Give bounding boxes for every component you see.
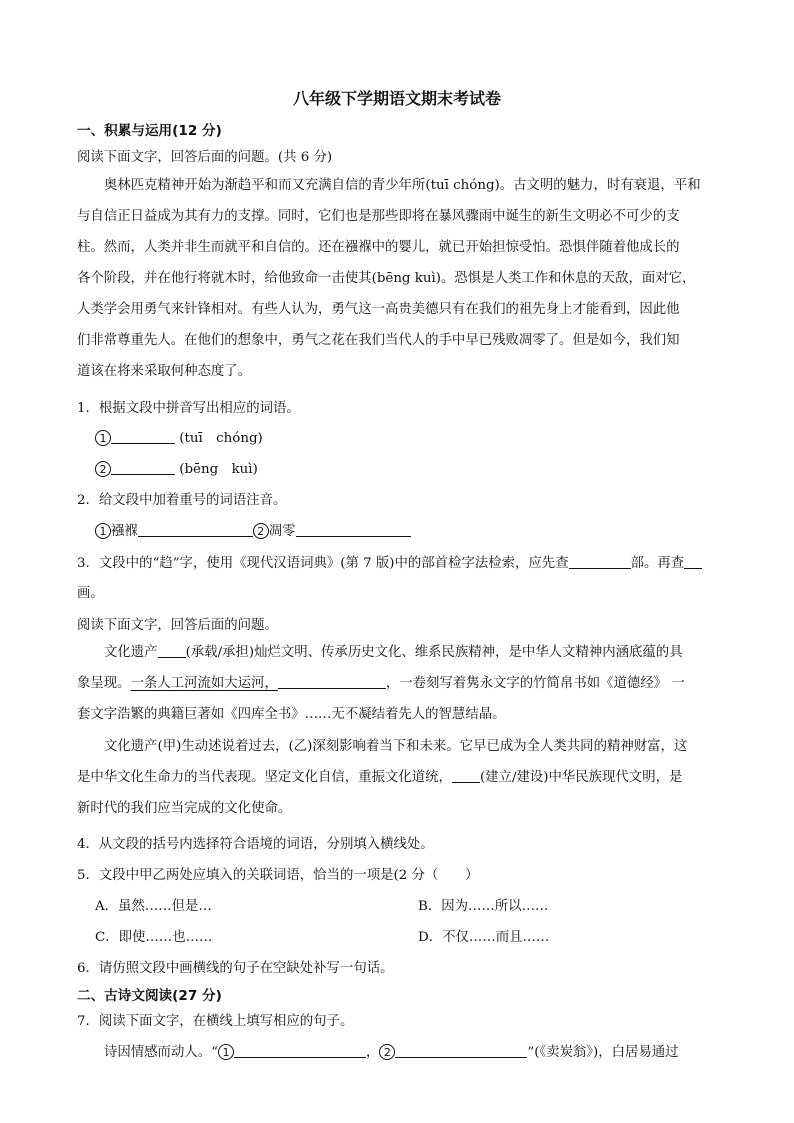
section-1-intro-2: 阅读下面文字，回答后面的问题。 — [77, 618, 278, 633]
passage-line: 道该在将来采取何种态度了。 — [77, 364, 252, 379]
question-3-end: 画。 — [77, 586, 104, 601]
question-3-text: 3．文段中的“趋”字，使用《现代汉语词典》(第 7 版)中的部首检字法检索，应先查 — [77, 556, 569, 571]
answer-blank[interactable] — [569, 554, 631, 569]
passage-1 — [77, 170, 745, 387]
passage-line: 套文字浩繁的典籍巨著如《四库全书》……无不凝结着先人的智慧结晶。 — [77, 707, 506, 722]
option-b[interactable]: B．因为……所以…… — [418, 899, 549, 914]
passage-line: 文化遗产(甲)生动述说着过去，(乙)深刻影响着当下和未来。它早已成为全人类共同的精神财富，这 — [104, 739, 688, 754]
underlined-sentence: 一条人工河流如大运河， — [130, 676, 278, 691]
answer-blank[interactable] — [111, 460, 175, 475]
passage-line: 柱。然而，人类并非生而就平和自信的。还在襁褓中的婴儿，就已开始担惊受怕。恐惧伴随着他成长的 — [77, 240, 680, 255]
word-2: 凋零 — [268, 524, 296, 539]
question-7: 7．阅读下面文字，在横线上填写相应的句子。 — [77, 1014, 354, 1029]
option-d[interactable]: D．不仅……而且…… — [418, 930, 550, 945]
answer-blank[interactable] — [278, 674, 386, 689]
passage-line: 人类学会用勇气来针锋相对。有些人认为，勇气这一高贵美德只有在我们的祖先身上才能看到，因此他 — [77, 302, 680, 317]
section-2-heading: 二、古诗文阅读(27 分) — [77, 988, 222, 1004]
section-1-heading: 一、积累与运用(12 分) — [77, 123, 222, 139]
question-3 — [77, 552, 702, 571]
question-3-text: 部。再查 — [630, 556, 685, 571]
question-4: 4．从文段的括号内选择符合语境的词语，分别填入横线处。 — [77, 837, 434, 852]
question-2: 2．给文段中加着重号的词语注音。 — [77, 493, 287, 508]
passage-line: 文化遗产 (承载/承担)灿烂文明、传承历史文化、维系民族精神，是中华人文精神内涵底蕴的具 — [104, 645, 683, 660]
question-7-text: 诗因情感而动人。“ — [104, 1045, 218, 1060]
passage-2 — [77, 637, 745, 730]
answer-blank[interactable] — [111, 429, 175, 444]
option-a[interactable]: A．虽然……但是… — [95, 899, 212, 914]
question-2-items — [95, 520, 411, 539]
exam-title: 八年级下学期语文期末考试卷 — [292, 89, 501, 108]
passage-line: 新时代的我们应当完成的文化使命。 — [77, 801, 292, 816]
circled-number-1: 1 — [95, 430, 111, 446]
circled-number-2: 2 — [253, 523, 269, 539]
circled-number-1: 1 — [95, 523, 111, 539]
word-1: 襁褓 — [111, 524, 138, 539]
circled-number-2: 2 — [95, 461, 111, 477]
answer-blank[interactable] — [296, 522, 411, 537]
question-5: 5．文段中甲乙两处应填入的关联词语，恰当的一项是(2 分（ ） — [77, 868, 479, 883]
passage-line: 象呈现。一条人工河流如大运河， ，一卷刻写着隽永文字的竹简帛书如《道德经》 一 — [77, 676, 685, 691]
pinyin-hint: (tuī chóng) — [179, 431, 263, 446]
passage-3 — [77, 731, 745, 824]
answer-blank[interactable] — [395, 1043, 527, 1058]
answer-blank[interactable] — [158, 643, 186, 658]
answer-blank[interactable] — [234, 1043, 366, 1058]
circled-number-1: 1 — [218, 1044, 234, 1060]
pinyin-hint: (bēng kuì) — [179, 462, 258, 477]
circled-number-2: 2 — [379, 1044, 395, 1060]
passage-line: 是中华文化生命力的当代表现。坚定文化自信，重振文化道统， (建立/建设)中华民族现代文明，是 — [77, 770, 683, 785]
question-1-item-1 — [95, 427, 263, 446]
question-1: 1．根据文段中拼音写出相应的词语。 — [77, 401, 300, 416]
passage-line: 们非常尊重先人。在他们的想象中，勇气之花在我们当代人的手中早已残败凋零了。但是如今，我们知 — [77, 333, 680, 348]
passage-line: 与自信正日益成为其有力的支撑。同时，它们也是那些即将在暴风骤雨中诞生的新生文明必不可少的支 — [77, 209, 680, 224]
passage-line: 奥林匹克精神开始为渐趋平和而又充满自信的青少年所(tuī chóng)。古文明的魅力，时有衰退，平和 — [104, 178, 701, 193]
question-6: 6．请仿照文段中画横线的句子在空缺处补写一句话。 — [77, 961, 394, 976]
answer-blank[interactable] — [452, 768, 480, 783]
passage-line: 各个阶段，并在他行将就木时，给他致命一击使其(bēng kuì)。恐惧是人类工作和休息的天敌，面对它， — [77, 271, 696, 286]
option-c[interactable]: C．即使……也…… — [95, 930, 213, 945]
section-1-intro: 阅读下面文字，回答后面的问题。(共 6 分) — [77, 150, 333, 165]
question-7-line: 诗因情感而动人。“ 1 ， 2 ”(《卖炭翁》)，白居易通过 — [104, 1045, 679, 1060]
answer-blank[interactable] — [684, 554, 702, 569]
answer-blank[interactable] — [138, 522, 253, 537]
question-7-text: ”(《卖炭翁》)，白居易通过 — [527, 1045, 679, 1060]
question-1-item-2 — [95, 458, 258, 477]
